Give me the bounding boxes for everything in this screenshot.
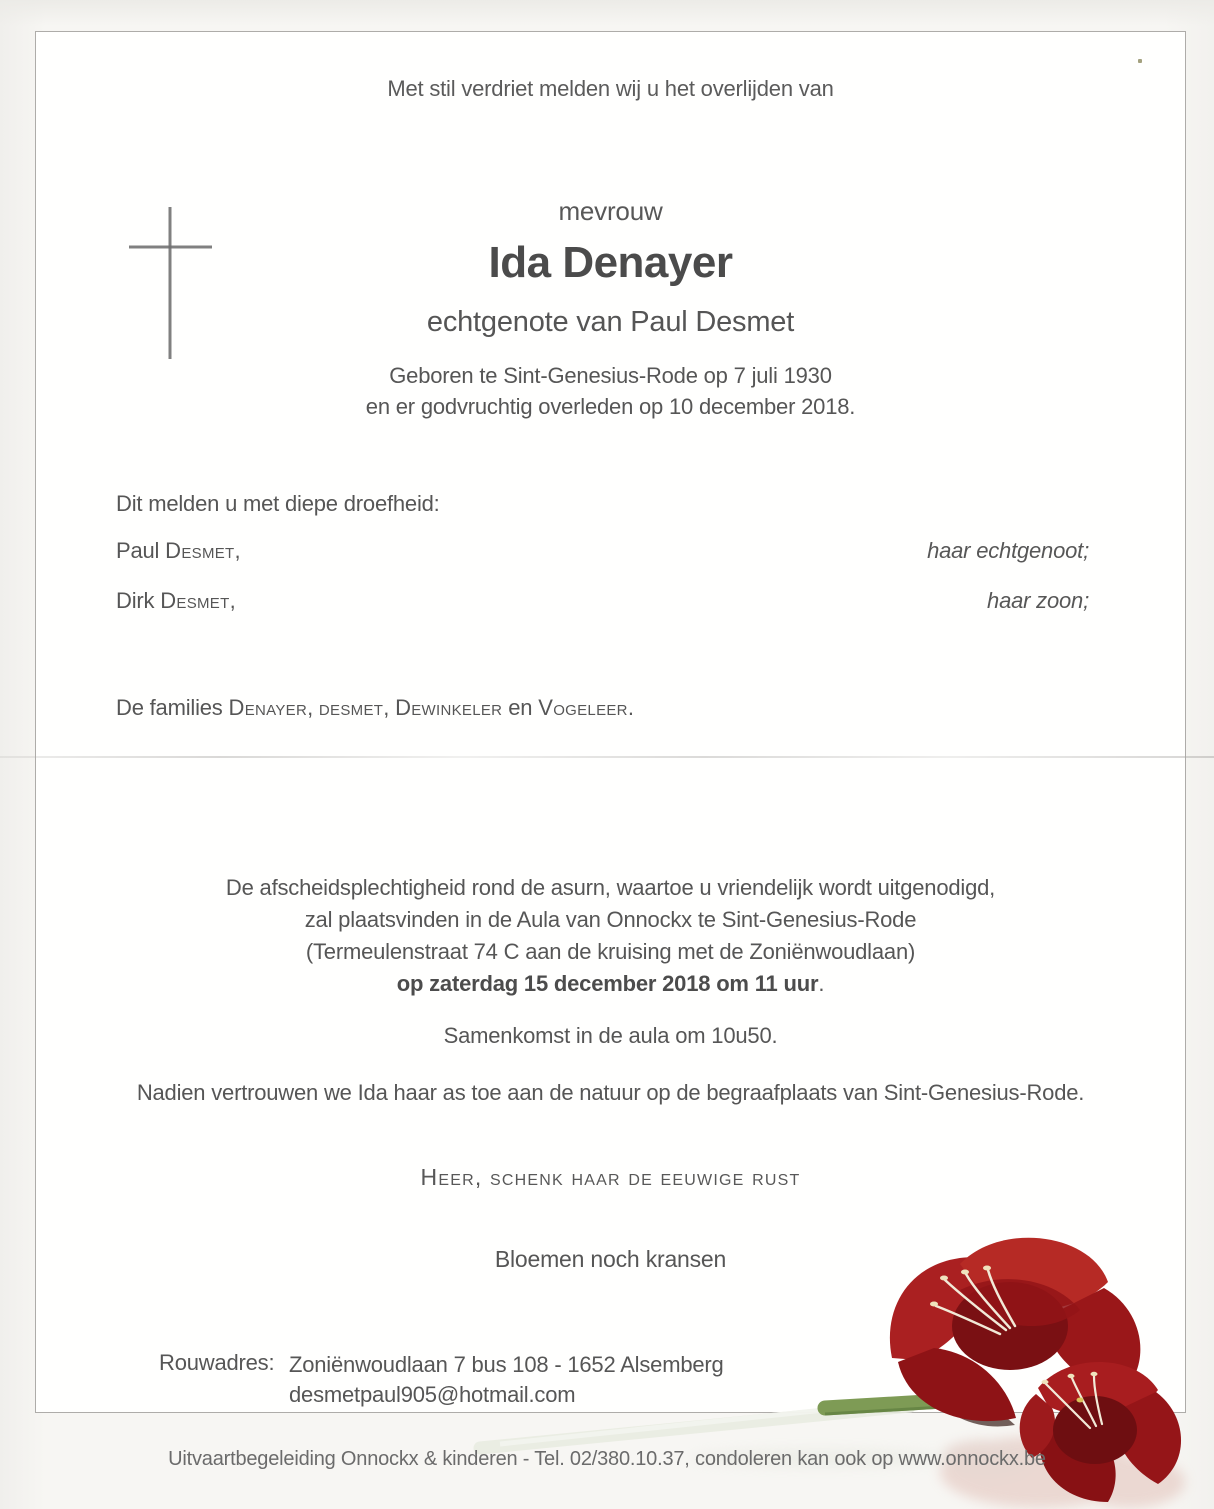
- relative-given: Paul: [116, 538, 166, 563]
- committal-line: Nadien vertrouwen we Ida haar as toe aan de natuur op de begraafplaats van Sint-Genesius-Rode.: [136, 1080, 1085, 1105]
- relative-row: [116, 538, 1089, 564]
- relative-relation: haar echtgenoot;: [927, 538, 1089, 563]
- families-prefix: De families: [116, 695, 229, 720]
- family-name: Dewinkeler: [395, 695, 503, 720]
- ceremony-paragraph: [36, 872, 1185, 1000]
- relative-name: [116, 588, 236, 614]
- flowers-note: Bloemen noch kransen: [494, 1246, 727, 1272]
- honorific: mevrouw: [558, 196, 663, 226]
- gathering-line: Samenkomst in de aula om 10u50.: [443, 1023, 778, 1048]
- spouse-line: echtgenote van Paul Desmet: [426, 306, 795, 338]
- mourning-address-street: Zoniënwoudlaan 7 bus 108 - 1652 Alsemberg: [289, 1352, 724, 1377]
- deceased-name: Ida Denayer: [488, 238, 733, 287]
- mourning-address-email: desmetpaul905@hotmail.com: [289, 1382, 576, 1407]
- ceremony-line: De afscheidsplechtigheid rond de asurn, waartoe u vriendelijk wordt uitgenodigd,: [225, 875, 996, 900]
- family-name: Vogeleer: [538, 695, 628, 720]
- family-name: desmet: [318, 695, 384, 720]
- prayer-line: Heer, schenk haar de eeuwige rust: [420, 1164, 801, 1190]
- ceremony-line: zal plaatsvinden in de Aula van Onnockx te Sint-Genesius-Rode: [304, 907, 917, 932]
- announcement-card: [35, 31, 1186, 1413]
- ceremony-line: (Termeulenstraat 74 C aan de kruising met de Zoniënwoudlaan): [305, 939, 916, 964]
- ceremony-date: op zaterdag 15 december 2018 om 11 uur.: [396, 971, 825, 996]
- relative-given: Dirk: [116, 588, 161, 613]
- footer-line: Uitvaartbegeleiding Onnockx & kinderen - Tel. 02/380.10.37, condoleren kan ook op www.onnockx.be: [168, 1448, 1046, 1470]
- intro-line: Met stil verdriet melden wij u het overlijden van: [387, 76, 834, 101]
- fold-crease: [0, 756, 1214, 758]
- birth-line: Geboren te Sint-Genesius-Rode op 7 juli 1930: [389, 363, 832, 388]
- relative-name: [116, 538, 241, 564]
- scan-dust-speck: [1138, 59, 1142, 63]
- relative-relation: haar zoon;: [987, 588, 1089, 613]
- family-name: Denayer: [228, 695, 308, 720]
- announcement-intro: Dit melden u met diepe droefheid:: [116, 491, 440, 516]
- mourning-address-label: Rouwadres:: [159, 1350, 275, 1375]
- families-line: De families Denayer, desmet, Dewinkeler en Vogeleer.: [116, 695, 634, 720]
- death-line: en er godvruchtig overleden op 10 december 2018.: [365, 394, 856, 419]
- relative-surname: Desmet,: [160, 588, 236, 613]
- relative-surname: Desmet,: [165, 538, 241, 563]
- relative-row: [116, 588, 1089, 614]
